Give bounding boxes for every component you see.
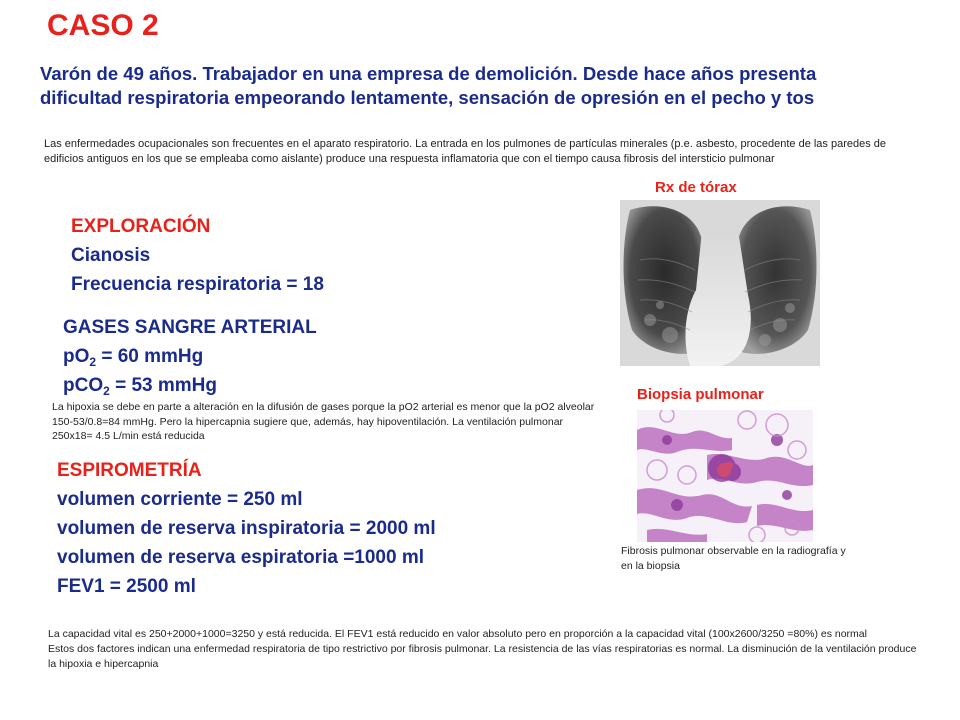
slide-title: CASO 2 <box>47 9 159 42</box>
spirometry-item: FEV1 = 2500 ml <box>57 576 196 597</box>
blood-gas-heading: GASES SANGRE ARTERIAL <box>63 317 317 338</box>
spirometry-item: volumen corriente = 250 ml <box>57 489 303 510</box>
po2-value: $pO_2 = 60$ mmHg <box>63 346 204 369</box>
exploration-section <box>71 212 324 299</box>
vital-capacity-paragraph: La capacidad vital es 250+2000+1000=3250 y está reducida. El FEV1 está reducido en valor absoluto pero en proporción a la capacidad vital (100x2600/3250 =80%) es normal <box>48 628 867 640</box>
occupational-note: Las enfermedades ocupacionales son frecuentes en el aparato respiratorio. La entrada en los pulmones de partículas minerales (p.e. asbesto, procedente de las paredes de edificios antiguos en los que se empleaba como aislante) produce una respuesta inflamatoria que con el tiempo causa fibrosis del intersticio pulmonar <box>44 138 887 165</box>
exploration-heading: EXPLORACIÓN <box>71 216 211 237</box>
blood-gas-section <box>63 313 317 400</box>
exploration-item: Cianosis <box>71 245 151 266</box>
spirometry-heading: ESPIROMETRÍA <box>57 460 202 481</box>
hypoxia-note: La hipoxia se debe en parte a alteración en la difusión de gases porque la pO2 arterial es menor que la pO2 alveolar 150-53/0.8=84 mmHg. Pero la hipercapnia sugiere que, además, hay hipoventilación. La ventilación pulmonar 250x18= 4.5 L/min está reducida <box>52 401 595 442</box>
spirometry-item: volumen de reserva espiratoria =1000 ml <box>57 547 425 568</box>
spirometry-item: volumen de reserva inspiratoria = 2000 ml <box>57 518 436 539</box>
spirometry-section <box>57 456 436 601</box>
vital-capacity-note <box>48 627 918 671</box>
biopsy-caption: Biopsia pulmonar <box>637 386 764 403</box>
chest-xray-image <box>620 200 820 366</box>
exploration-item: Frecuencia respiratoria = 18 <box>71 274 324 295</box>
fibrosis-note: Fibrosis pulmonar observable en la radiografía y en la biopsia <box>621 545 846 572</box>
pco2-value: pCO$_2$ = 53 mmHg <box>63 375 217 398</box>
case-intro: Varón de 49 años. Trabajador en una empresa de demolición. Desde hace años presenta dificultad respiratoria empeorando lentamente, sensación de opresión en el pecho y tos <box>40 63 817 108</box>
conclusion-paragraph: Estos dos factores indican una enfermedad respiratoria de tipo restrictivo por fibrosis pulmonar. La resistencia de las vías respiratorias es normal. La disminución de la ventilación produce la hipoxia e hipercapnia <box>48 642 917 670</box>
xray-caption: Rx de tórax <box>655 179 737 196</box>
lung-biopsy-image <box>637 410 813 542</box>
